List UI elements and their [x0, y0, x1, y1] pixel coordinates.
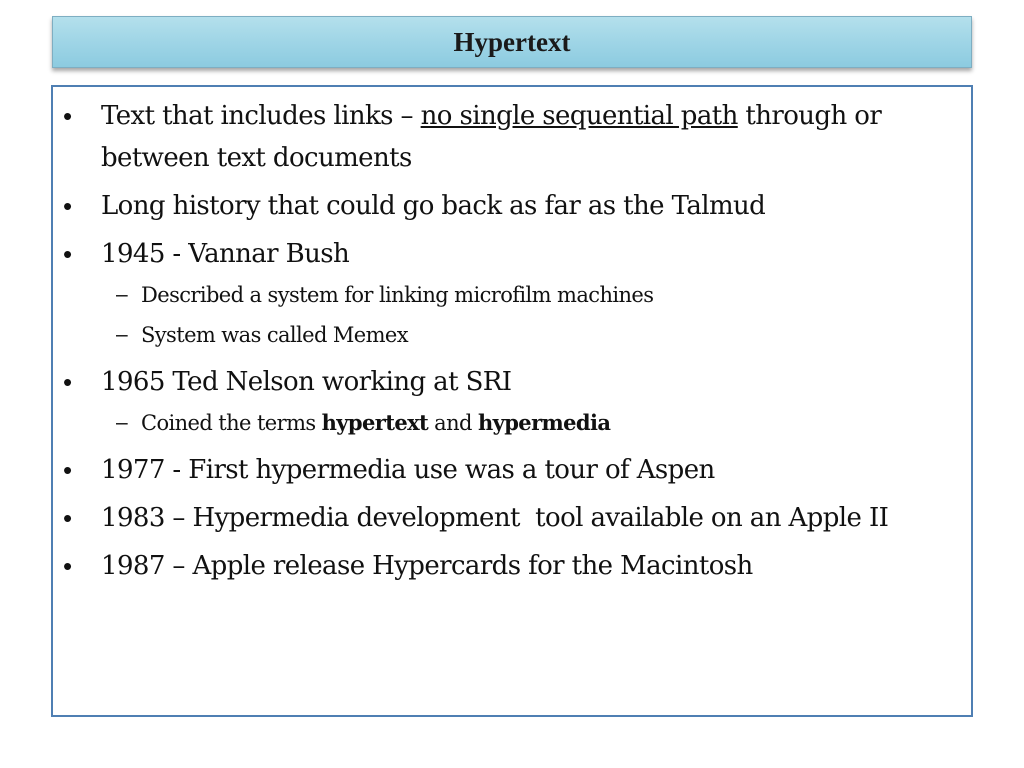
dash-marker: –: [116, 323, 128, 346]
dash-marker: –: [116, 411, 128, 434]
bullet-item-7: [53, 545, 971, 587]
bullet-marker: •: [63, 367, 72, 397]
bullet-4-text: 1965 Ted Nelson working at SRI: [101, 367, 512, 397]
bullet-marker: •: [63, 191, 72, 221]
sub-bullet-4-1-pre: Coined the terms: [141, 411, 322, 435]
term-hypertext: hypertext: [321, 410, 429, 435]
bullet-3-text: 1945 - Vannar Bush: [101, 239, 350, 269]
bullet-marker: •: [63, 239, 72, 269]
bullet-marker: •: [63, 101, 72, 131]
sub-bullet-item-4-1: [53, 403, 971, 443]
bullet-2-text: Long history that could go back as far as the Talmud: [101, 191, 766, 221]
slide-title: Hypertext: [453, 26, 571, 57]
dash-marker: –: [116, 283, 128, 306]
bullet-marker: •: [63, 455, 72, 485]
bullet-item-3: [53, 233, 971, 275]
sub-bullet-3-1-text: Described a system for linking microfilm machines: [141, 283, 654, 307]
sub-bullet-4-1-mid: and: [428, 411, 478, 435]
sub-bullet-item-3-1: [53, 275, 971, 315]
term-hypermedia: hypermedia: [477, 410, 611, 435]
sub-bullet-item-3-2: [53, 315, 971, 355]
bullet-list: [53, 95, 971, 593]
bullet-6-text: 1983 – Hypermedia development tool available on an Apple II: [101, 503, 889, 533]
bullet-1-underlined: no single sequential path: [420, 101, 738, 131]
bullet-7-text: 1987 – Apple release Hypercards for the Macintosh: [101, 551, 753, 581]
bullet-5-text: 1977 - First hypermedia use was a tour of Aspen: [101, 455, 715, 485]
bullet-marker: •: [63, 551, 72, 581]
bullet-item-1: [53, 95, 971, 179]
bullet-item-5: [53, 449, 971, 491]
sub-bullet-3-2-text: System was called Memex: [141, 323, 409, 347]
bullet-1-text-pre: Text that includes links –: [101, 101, 421, 131]
title-bar: [52, 16, 972, 68]
bullet-marker: •: [63, 503, 72, 533]
bullet-item-4: [53, 361, 971, 403]
bullet-item-2: [53, 185, 971, 227]
content-box: [51, 85, 973, 717]
bullet-1-text-post: through or between text documents: [101, 101, 882, 173]
bullet-item-6: [53, 497, 971, 539]
